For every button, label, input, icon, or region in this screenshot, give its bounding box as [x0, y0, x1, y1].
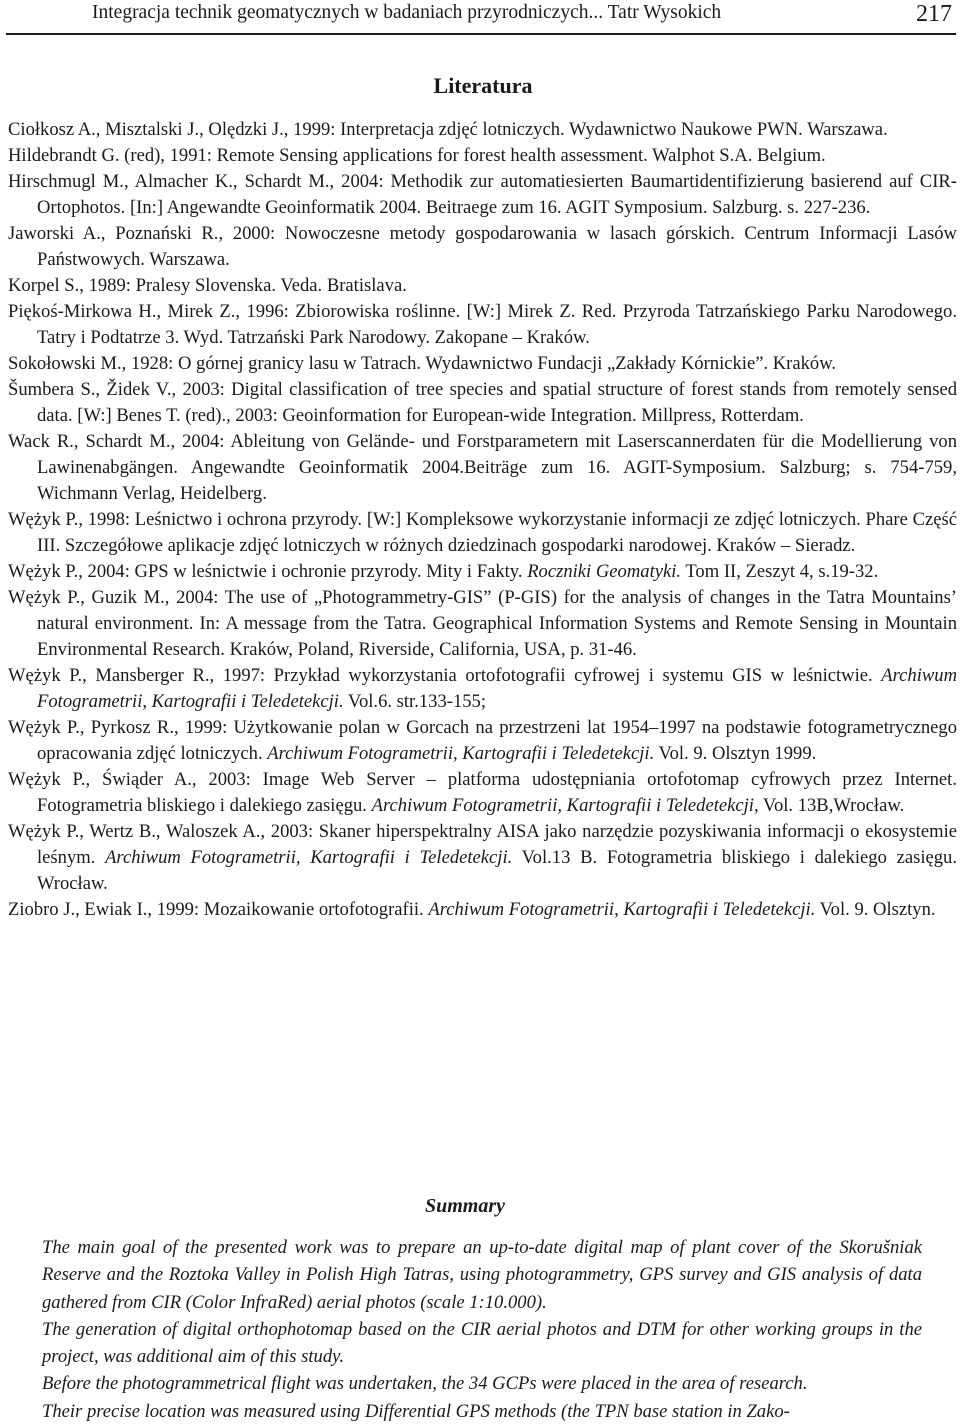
- reference-entry: [8, 351, 957, 377]
- reference-entry: [8, 507, 957, 559]
- summary-paragraph: The main goal of the presented work was to prepare an up-to-date digital map of plant cover of the Skorušniak Reserve and the Roztoka Valley in Polish High Tatras, using photogrammetry, GPS survey and GIS analysis of data gathered from CIR (Color InfraRed) aerial photos (scale 1:10.000).: [42, 1237, 922, 1313]
- reference-text: Wężyk P., Pyrkosz R., 1999: Użytkowanie polan w Gorcach na przestrzeni lat 1954–1997 na podstawie fotogrametrycznego opracowania zdjęć lotniczych.: [8, 717, 957, 764]
- reference-entry: [8, 715, 957, 767]
- reference-entry: [8, 169, 957, 221]
- reference-entry: [8, 429, 957, 507]
- reference-text: Wężyk P., 2004: GPS w leśnictwie i ochronie przyrody. Mity i Fakty.: [8, 561, 528, 582]
- reference-journal: Archiwum Fotogrametrii, Kartografii i Teledetekcji.: [267, 743, 655, 764]
- reference-entry: [8, 897, 957, 923]
- references-list: [8, 117, 957, 923]
- reference-text: Hirschmugl M., Almacher K., Schardt M., 2004: Methodik zur automatiesierten Baumartidentifizierung basierend auf CIR-Ortophotos. [In:] Angewandte Geoinformatik 2004. Beitraege zum 16. AGIT Symposium. Salzburg. s. 227-236.: [8, 171, 957, 218]
- summary-last-line: Their precise location was measured using Differential GPS methods (the TPN base station in Zako-: [42, 1400, 790, 1422]
- reference-entry: [8, 819, 957, 897]
- reference-entry: [8, 767, 957, 819]
- reference-details: Vol.13 B. Fotogrametria bliskiego i dalekiego zasięgu. Wrocław.: [37, 847, 957, 894]
- summary-title: Summary: [424, 1195, 506, 1217]
- reference-journal: Archiwum Fotogrametrii, Kartografii i Teledetekcji,: [371, 795, 759, 816]
- reference-journal: Archiwum Fotogrametrii, Kartografii i Teledetekcji.: [428, 899, 816, 920]
- reference-text: Ciołkosz A., Misztalski J., Olędzki J., 1999: Interpretacja zdjęć lotniczych. Wydawnictwo Naukowe PWN. Warszawa.: [8, 119, 888, 140]
- summary-paragraph: The generation of digital orthophotomap based on the CIR aerial photos and DTM for other working groups in the project, was additional aim of this study.: [42, 1318, 922, 1368]
- reference-entry: [8, 117, 957, 143]
- reference-entry: [8, 273, 957, 299]
- reference-text: Wack R., Schardt M., 2004: Ableitung von Gelände- und Forstparametern mit Laserscannerdaten für die Modellierung von Lawinenabgängen. Angewandte Geoinformatik 2004.Beiträge zum 16. AGIT-Symposium. Salzburg; s. 754-759, Wichmann Verlag, Heidelberg.: [8, 431, 957, 504]
- reference-entry: [8, 377, 957, 429]
- reference-text: Piękoś-Mirkowa H., Mirek Z., 1996: Zbiorowiska roślinne. [W:] Mirek Z. Red. Przyroda Tatrzańskiego Parku Narodowego. Tatry i Podtatrze 3. Wyd. Tatrzański Park Narodowy. Zakopane – Kraków.: [8, 301, 957, 348]
- reference-entry: [8, 299, 957, 351]
- reference-text: Wężyk P., Guzik M., 2004: The use of „Photogrammetry-GIS” (P-GIS) for the analysis of changes in the Tatra Mountains’ natural environment. In: A message from the Tatra. Geographical Information Systems and Remote Sensing in Mountain Environmental Research. Kraków, Poland, Riverside, California, USA, p. 31-46.: [8, 587, 957, 660]
- page-number: 217: [916, 1, 952, 27]
- reference-journal: Archiwum Fotogrametrii, Kartografii i Teledetekcji.: [37, 665, 957, 712]
- section-title: Literatura: [433, 73, 533, 98]
- reference-entry: [8, 221, 957, 273]
- header-rule: [6, 33, 956, 35]
- reference-text: Korpel S., 1989: Pralesy Slovenska. Veda. Bratislava.: [8, 275, 407, 296]
- reference-entry: [8, 663, 957, 715]
- reference-details: Vol. 13B,Wrocław.: [758, 795, 905, 816]
- reference-details: Vol. 9. Olsztyn.: [815, 899, 936, 920]
- reference-text: Wężyk P., Wertz B., Waloszek A., 2003: Skaner hiperspektralny AISA jako narzędzie pozyskiwania informacji o ekosystemie leśnym.: [8, 821, 957, 868]
- reference-journal: Roczniki Geomatyki.: [527, 561, 682, 582]
- reference-details: Tom II, Zeszyt 4, s.19-32.: [681, 561, 879, 582]
- summary-body: [42, 1234, 922, 1425]
- reference-text: Šumbera S., Židek V., 2003: Digital classification of tree species and spatial structure of forest stands from remotely sensed data. [W:] Benes T. (red)., 2003: Geoinformation for European-wide Integration. Millpress, Rotterdam.: [8, 379, 957, 426]
- reference-text: Jaworski A., Poznański R., 2000: Nowoczesne metody gospodarowania w lasach górskich. Centrum Informacji Lasów Państwowych. Warszawa.: [8, 223, 957, 270]
- reference-journal: Archiwum Fotogrametrii, Kartografii i Teledetekcji.: [105, 847, 513, 868]
- summary-paragraph: Before the photogrammetrical flight was undertaken, the 34 GCPs were placed in the area of research.: [42, 1373, 808, 1395]
- page-header: [0, 0, 960, 34]
- reference-text: Wężyk P., Mansberger R., 1997: Przykład wykorzystania ortofotografii cyfrowej i systemu GIS w leśnictwie.: [8, 665, 882, 686]
- reference-entry: [8, 143, 957, 169]
- reference-details: Vol.6. str.133-155;: [343, 691, 487, 712]
- reference-details: Vol. 9. Olsztyn 1999.: [654, 743, 817, 764]
- reference-entry: [8, 559, 957, 585]
- running-head: Integracja technik geomatycznych w badaniach przyrodniczych... Tatr Wysokich: [92, 2, 722, 23]
- reference-text: Hildebrandt G. (red), 1991: Remote Sensing applications for forest health assessment. Walphot S.A. Belgium.: [8, 145, 826, 166]
- reference-entry: [8, 585, 957, 663]
- reference-text: Sokołowski M., 1928: O górnej granicy lasu w Tatrach. Wydawnictwo Fundacji „Zakłady Kórnickie”. Kraków.: [8, 353, 837, 374]
- reference-text: Wężyk P., Świąder A., 2003: Image Web Server – platforma udostępniania ortofotomap cyfrowych przez Internet. Fotogrametria bliskiego i dalekiego zasięgu.: [8, 769, 957, 816]
- reference-text: Wężyk P., 1998: Leśnictwo i ochrona przyrody. [W:] Kompleksowe wykorzystanie informacji ze zdjęć lotniczych. Phare Część III. Szczegółowe aplikacje zdjęć lotniczych w różnych dziedzinach gospodarki narodowej. Kraków – Sieradz.: [8, 509, 957, 556]
- reference-text: Ziobro J., Ewiak I., 1999: Mozaikowanie ortofotografii.: [8, 899, 429, 920]
